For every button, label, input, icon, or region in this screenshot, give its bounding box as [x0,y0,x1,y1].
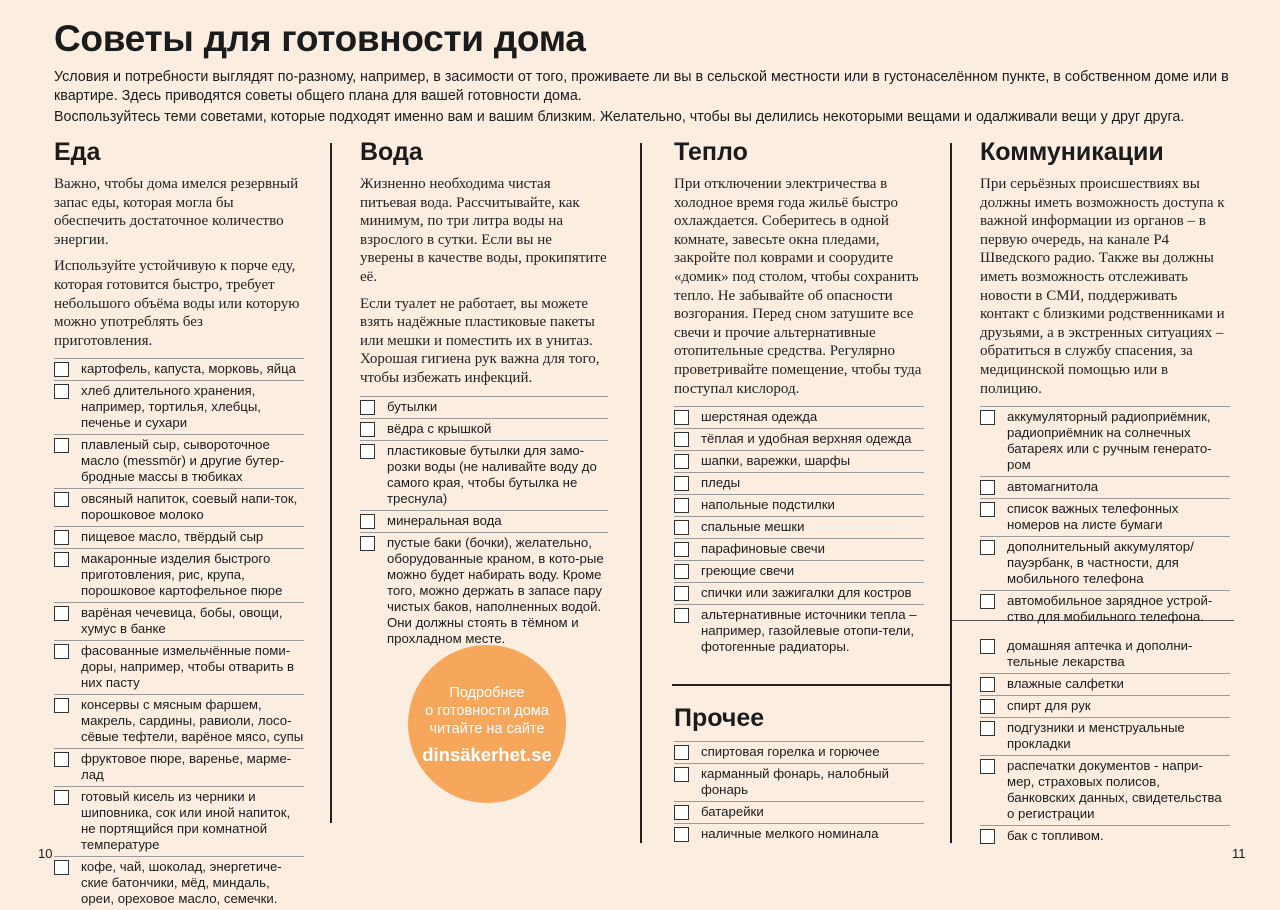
list-item: домашняя аптечка и дополни-тельные лекарства [980,636,1230,674]
list-item: парафиновые свечи [674,539,924,561]
list-item: спички или зажигалки для костров [674,583,924,605]
water-heading: Вода [360,138,423,166]
list-item: фасованные измельчённые поми-доры, например, чтобы отварить в них пасту [54,641,304,695]
list-item: овсяный напиток, соевый напи-ток, порошковое молоко [54,489,304,527]
list-item: шапки, варежки, шарфы [674,451,924,473]
list-item: тёплая и удобная верхняя одежда [674,429,924,451]
checkbox[interactable] [980,502,995,517]
checkbox[interactable] [980,639,995,654]
list-item: альтернативные источники тепла – например, газойлевые отопи-тели, фотогенные радиаторы. [674,605,924,658]
checkbox[interactable] [54,384,69,399]
checkbox[interactable] [54,530,69,545]
list-item: спирт для рук [980,696,1230,718]
checkbox[interactable] [54,860,69,875]
checkbox[interactable] [674,745,689,760]
checkbox[interactable] [54,552,69,567]
checkbox[interactable] [54,790,69,805]
list-item: бак с топливом. [980,826,1230,847]
list-item: пластиковые бутылки для замо-розки воды (не наливайте воду до самого края, чтобы бутылка не треснула) [360,441,608,511]
food-checklist [54,358,304,910]
heat-checklist [674,406,924,658]
checkbox[interactable] [674,608,689,623]
checkbox[interactable] [980,829,995,844]
list-item: распечатки документов - напри-мер, страховых полисов, банковских данных, свидетельства о регистрации [980,756,1230,826]
other-checklist [674,741,924,845]
list-item: картофель, капуста, морковь, яйца [54,358,304,381]
list-item: макаронные изделия быстрого приготовления, рис, крупа, порошковое картофельное пюре [54,549,304,603]
list-item: автомагнитола [980,477,1230,499]
promo-website-link[interactable]: dinsäkerhet.se [422,744,552,765]
checkbox[interactable] [674,542,689,557]
heat-heading: Тепло [674,138,748,166]
checkbox[interactable] [980,594,995,609]
intro-text [54,68,1244,129]
list-item: подгузники и менструальные прокладки [980,718,1230,756]
list-item: пустые баки (бочки), желательно, оборудованные краном, в кото-рые можно будет набирать воду. Кроме того, можно держать в запасе пару чистых баков, наполненных водой. Они должны стоять в тёмном и прохладном месте. [360,533,608,650]
checkbox[interactable] [674,454,689,469]
food-paragraph-1: Важно, чтобы дома имелся резервный запас еды, которая могла бы обеспечить достаточное количество энергии. [54,176,299,248]
checkbox[interactable] [674,476,689,491]
list-item: готовый кисель из черники и шиповника, сок или иной напиток, не портящийся при комнатной температуре [54,787,304,857]
checkbox[interactable] [980,410,995,425]
promo-line-3: читайте на сайте [429,721,545,737]
column-divider-3 [950,143,952,843]
checkbox[interactable] [674,767,689,782]
checkbox[interactable] [54,606,69,621]
list-item: спиртовая горелка и горючее [674,741,924,764]
list-item: наличные мелкого номинала [674,824,924,845]
checkbox[interactable] [674,805,689,820]
list-item: батарейки [674,802,924,824]
checkbox[interactable] [980,699,995,714]
list-item: влажные салфетки [980,674,1230,696]
checkbox[interactable] [674,827,689,842]
intro-paragraph-2: Воспользуйтесь теми советами, которые подходят именно вам и вашим близким. Желательно, чтобы вы делились некоторыми вещами и одалживали вещи у друг друга. [54,109,1185,125]
list-item: минеральная вода [360,511,608,533]
list-item: спальные мешки [674,517,924,539]
list-item: бутылки [360,396,608,419]
checkbox[interactable] [54,644,69,659]
list-item: аккумуляторный радиоприёмник, радиоприёмник на солнечных батареях или с ручным генерато-ром [980,406,1230,477]
checkbox[interactable] [360,400,375,415]
checkbox[interactable] [674,520,689,535]
heat-section [674,138,924,658]
medical-checklist [980,636,1230,847]
water-checklist [360,396,608,650]
list-item: шерстяная одежда [674,406,924,429]
list-item: фруктовое пюре, варенье, марме-лад [54,749,304,787]
checkbox[interactable] [360,536,375,551]
food-section [54,138,304,910]
list-item: пледы [674,473,924,495]
column-divider-2 [640,143,642,843]
checkbox[interactable] [674,498,689,513]
checkbox[interactable] [360,422,375,437]
comm-heading: Коммуникации [980,138,1164,166]
heat-paragraph-1: При отключении электричества в холодное время года жильё быстро охлаждается. Соберитесь в одной комнате, завесьте окна пледами, закройте пол коврами и соорудите «домик» под столом, чтобы сохранить тепло. Не забывайте об опасности возгорания. Перед сном затушите все свечи и прочие альтернативные отопительные средства. Регулярно проветривайте помещение, чтобы туда поступал кислород. [674,176,922,397]
checkbox[interactable] [54,362,69,377]
comm-checklist [980,406,1230,628]
list-item: плавленый сыр, сывороточное масло (messmör) и другие бутер-бродные массы в тюбиках [54,435,304,489]
checkbox[interactable] [980,540,995,555]
list-item: вёдра с крышкой [360,419,608,441]
food-paragraph-2: Используйте устойчивую к порче еду, которая готовится быстро, требует небольшого объёма воды или которую можно употреблять без приготовления. [54,258,300,349]
list-item: консервы с мясным фаршем, макрель, сардины, равиоли, лосо-сёвые тефтели, варёное мясо, супы [54,695,304,749]
list-item: дополнительный аккумулятор/ пауэрбанк, в частности, для мобильного телефона [980,537,1230,591]
other-heading: Прочее [674,704,765,732]
list-item: пищевое масло, твёрдый сыр [54,527,304,549]
checkbox[interactable] [674,586,689,601]
water-paragraph-2: Если туалет не работает, вы можете взять надёжные пластиковые пакеты или мешки и поместить их в унитаз. Хорошая гигиена рук важна для того, чтобы избежать инфекций. [360,295,600,386]
comm-paragraph-1: При серьёзных происшествиях вы должны иметь возможность доступа к важной информации из органов – в первую очередь, на канале P4 Шведского радио. Также вы должны иметь возможность отслеживать новости в СМИ, поддерживать контакт с близкими родственниками и друзьями, а в экстренных ситуациях – обратиться в службу спасения, за медицинской помощью или в полицию. [980,176,1225,397]
list-item: кофе, чай, шоколад, энергетиче-ские батончики, мёд, миндаль, ореи, ореховое масло, семечки. [54,857,304,910]
list-item: автомобильное зарядное устрой-ство для мобильного телефона. [980,591,1230,628]
promo-line-2: о готовности дома [425,703,549,719]
checkbox[interactable] [674,564,689,579]
checkbox[interactable] [674,410,689,425]
list-item: греющие свечи [674,561,924,583]
promo-line-1: Подробнее [449,685,525,701]
list-item: карманный фонарь, налобный фонарь [674,764,924,802]
checkbox[interactable] [360,444,375,459]
checkbox[interactable] [54,698,69,713]
checkbox[interactable] [360,514,375,529]
water-section [360,138,608,650]
page-number-right: 11 [1232,846,1246,861]
checkbox[interactable] [980,721,995,736]
intro-paragraph-1: Условия и потребности выглядят по-разному, например, в засимости от того, проживаете ли вы в сельской местности или в густонаселённом пункте, в собственном доме или в квартире. Здесь приводятся советы общего плана для вашей готовности дома. [54,69,1229,104]
list-item: список важных телефонных номеров на листе бумаги [980,499,1230,537]
checkbox[interactable] [54,752,69,767]
list-item: варёная чечевица, бобы, овощи, хумус в банке [54,603,304,641]
water-paragraph-1: Жизненно необходима чистая питьевая вода. Рассчитывайте, как минимум, по три литра воды на взрослого в сутки. Если вы не уверены в качестве воды, прокипятите её. [360,176,607,285]
checkbox[interactable] [54,438,69,453]
website-promo-badge[interactable] [408,645,566,803]
checkbox[interactable] [980,480,995,495]
checkbox[interactable] [980,677,995,692]
page-title: Советы для готовности дома [54,18,586,59]
list-item: хлеб длительного хранения, например, тортилья, хлебцы, печенье и сухари [54,381,304,435]
food-heading: Еда [54,138,101,166]
page-number-left: 10 [38,846,53,861]
list-item: напольные подстилки [674,495,924,517]
communications-section [980,138,1230,628]
medical-section [980,632,1230,847]
other-section [674,704,924,845]
checkbox[interactable] [674,432,689,447]
checkbox[interactable] [54,492,69,507]
column-divider-1 [330,143,332,823]
checkbox[interactable] [980,759,995,774]
heat-bottom-rule [672,684,952,686]
